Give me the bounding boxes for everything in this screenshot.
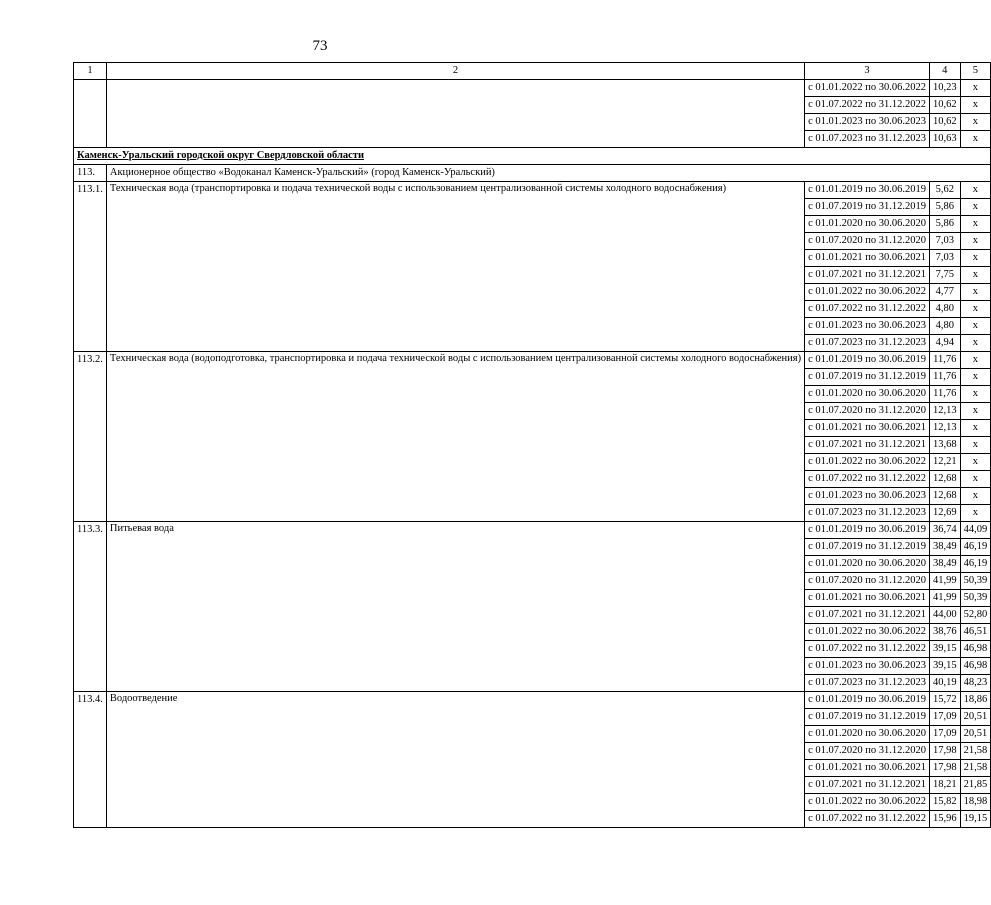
empty-num-cell — [74, 80, 107, 148]
tariff-vat-value-cell: 50,39 — [960, 573, 991, 590]
tariff-vat-value-cell: х — [960, 454, 991, 471]
tariff-value-cell: 44,00 — [929, 607, 960, 624]
tariff-value-cell: 13,68 — [929, 437, 960, 454]
tariff-value-cell: 10,62 — [929, 97, 960, 114]
tariff-vat-value-cell: 19,15 — [960, 811, 991, 828]
tariff-value-cell: 4,94 — [929, 335, 960, 352]
period-cell: с 01.07.2023 по 31.12.2023 — [805, 131, 930, 148]
item-number: 113.3. — [74, 522, 107, 692]
tariff-vat-value-cell: х — [960, 250, 991, 267]
tariff-value-cell: 40,19 — [929, 675, 960, 692]
tariff-value-cell: 7,03 — [929, 250, 960, 267]
item-number: 113.2. — [74, 352, 107, 522]
item-description: Техническая вода (водоподготовка, транспортировка и подача технической воды с использованием централизованной системы холодного водоснабжения) — [106, 352, 804, 522]
organization-name: Акционерное общество «Водоканал Каменск-Уральский» (город Каменск-Уральский) — [106, 165, 990, 182]
table-row — [74, 692, 991, 709]
period-cell: с 01.01.2022 по 30.06.2022 — [805, 284, 930, 301]
tariff-value-cell: 10,63 — [929, 131, 960, 148]
period-cell: с 01.01.2023 по 30.06.2023 — [805, 488, 930, 505]
tariff-vat-value-cell: х — [960, 284, 991, 301]
tariff-value-cell: 11,76 — [929, 352, 960, 369]
period-cell: с 01.01.2022 по 30.06.2022 — [805, 624, 930, 641]
tariff-value-cell: 12,13 — [929, 403, 960, 420]
tariff-value-cell: 17,09 — [929, 726, 960, 743]
item-description: Техническая вода (транспортировка и подача технической воды с использованием централизованной системы холодного водоснабжения) — [106, 182, 804, 352]
tariff-vat-value-cell: х — [960, 131, 991, 148]
tariff-vat-value-cell: 18,98 — [960, 794, 991, 811]
period-cell: с 01.01.2023 по 30.06.2023 — [805, 318, 930, 335]
period-cell: с 01.01.2019 по 30.06.2019 — [805, 692, 930, 709]
tariff-value-cell: 11,76 — [929, 386, 960, 403]
period-cell: с 01.01.2020 по 30.06.2020 — [805, 556, 930, 573]
tariff-vat-value-cell: 21,58 — [960, 743, 991, 760]
column-header: 3 — [805, 63, 930, 80]
tariff-value-cell: 38,49 — [929, 539, 960, 556]
tariff-value-cell: 12,13 — [929, 420, 960, 437]
tariff-value-cell: 12,68 — [929, 471, 960, 488]
tariff-value-cell: 12,69 — [929, 505, 960, 522]
empty-desc-cell — [106, 80, 804, 148]
period-cell: с 01.01.2020 по 30.06.2020 — [805, 386, 930, 403]
tariff-value-cell: 15,82 — [929, 794, 960, 811]
period-cell: с 01.07.2022 по 31.12.2022 — [805, 471, 930, 488]
tariff-vat-value-cell: 21,58 — [960, 760, 991, 777]
tariff-value-cell: 39,15 — [929, 658, 960, 675]
tariff-vat-value-cell: 50,39 — [960, 590, 991, 607]
period-cell: с 01.01.2020 по 30.06.2020 — [805, 726, 930, 743]
period-cell: с 01.07.2019 по 31.12.2019 — [805, 199, 930, 216]
tariff-vat-value-cell: 46,98 — [960, 641, 991, 658]
item-description: Питьевая вода — [106, 522, 804, 692]
item-description: Водоотведение — [106, 692, 804, 828]
period-cell: с 01.01.2022 по 30.06.2022 — [805, 80, 930, 97]
tariff-value-cell: 7,03 — [929, 233, 960, 250]
column-header: 2 — [106, 63, 804, 80]
period-cell: с 01.07.2023 по 31.12.2023 — [805, 505, 930, 522]
period-cell: с 01.07.2022 по 31.12.2022 — [805, 811, 930, 828]
tariff-value-cell: 5,86 — [929, 199, 960, 216]
tariff-value-cell: 36,74 — [929, 522, 960, 539]
tariff-value-cell: 10,23 — [929, 80, 960, 97]
tariff-vat-value-cell: 20,51 — [960, 726, 991, 743]
period-cell: с 01.07.2021 по 31.12.2021 — [805, 437, 930, 454]
period-cell: с 01.01.2019 по 30.06.2019 — [805, 182, 930, 199]
period-cell: с 01.01.2023 по 30.06.2023 — [805, 658, 930, 675]
tariff-vat-value-cell: х — [960, 318, 991, 335]
tariff-value-cell: 39,15 — [929, 641, 960, 658]
column-header: 5 — [960, 63, 991, 80]
organization-number: 113. — [74, 165, 107, 182]
tariff-vat-value-cell: х — [960, 505, 991, 522]
tariff-value-cell: 7,75 — [929, 267, 960, 284]
tariff-value-cell: 12,68 — [929, 488, 960, 505]
tariff-vat-value-cell: х — [960, 369, 991, 386]
column-header-row — [74, 63, 991, 80]
region-row — [74, 148, 991, 165]
tariff-value-cell: 17,98 — [929, 760, 960, 777]
period-cell: с 01.07.2022 по 31.12.2022 — [805, 641, 930, 658]
item-number: 113.1. — [74, 182, 107, 352]
period-cell: с 01.07.2020 по 31.12.2020 — [805, 743, 930, 760]
table-row — [74, 80, 991, 97]
table-row — [74, 522, 991, 539]
period-cell: с 01.07.2020 по 31.12.2020 — [805, 573, 930, 590]
tariff-value-cell: 17,98 — [929, 743, 960, 760]
period-cell: с 01.07.2020 по 31.12.2020 — [805, 233, 930, 250]
tariff-vat-value-cell: х — [960, 471, 991, 488]
tariff-vat-value-cell: х — [960, 301, 991, 318]
tariff-value-cell: 17,09 — [929, 709, 960, 726]
tariff-value-cell: 41,99 — [929, 573, 960, 590]
tariff-value-cell: 18,21 — [929, 777, 960, 794]
tariff-value-cell: 15,96 — [929, 811, 960, 828]
page-number: 73 — [312, 38, 328, 54]
tariff-vat-value-cell: 46,19 — [960, 556, 991, 573]
period-cell: с 01.07.2019 по 31.12.2019 — [805, 369, 930, 386]
region-title: Каменск-Уральский городской округ Свердловской области — [74, 148, 991, 165]
period-cell: с 01.01.2019 по 30.06.2019 — [805, 352, 930, 369]
period-cell: с 01.01.2021 по 30.06.2021 — [805, 250, 930, 267]
tariff-value-cell: 38,76 — [929, 624, 960, 641]
tariff-value-cell: 4,77 — [929, 284, 960, 301]
tariff-vat-value-cell: 46,19 — [960, 539, 991, 556]
period-cell: с 01.01.2021 по 30.06.2021 — [805, 590, 930, 607]
period-cell: с 01.07.2021 по 31.12.2021 — [805, 777, 930, 794]
tariff-value-cell: 10,62 — [929, 114, 960, 131]
period-cell: с 01.07.2019 по 31.12.2019 — [805, 539, 930, 556]
period-cell: с 01.07.2019 по 31.12.2019 — [805, 709, 930, 726]
period-cell: с 01.07.2021 по 31.12.2021 — [805, 267, 930, 284]
tariff-vat-value-cell: х — [960, 233, 991, 250]
tariff-vat-value-cell: 18,86 — [960, 692, 991, 709]
period-cell: с 01.01.2022 по 30.06.2022 — [805, 794, 930, 811]
organization-row — [74, 165, 991, 182]
tariff-vat-value-cell: х — [960, 352, 991, 369]
tariff-vat-value-cell: х — [960, 216, 991, 233]
tariff-vat-value-cell: х — [960, 114, 991, 131]
tariff-vat-value-cell: х — [960, 386, 991, 403]
period-cell: с 01.01.2020 по 30.06.2020 — [805, 216, 930, 233]
period-cell: с 01.01.2023 по 30.06.2023 — [805, 114, 930, 131]
tariff-value-cell: 5,86 — [929, 216, 960, 233]
table-row — [74, 182, 991, 199]
tariff-vat-value-cell: х — [960, 97, 991, 114]
period-cell: с 01.01.2021 по 30.06.2021 — [805, 760, 930, 777]
period-cell: с 01.07.2020 по 31.12.2020 — [805, 403, 930, 420]
tariff-value-cell: 5,62 — [929, 182, 960, 199]
tariff-table — [73, 62, 991, 828]
tariff-vat-value-cell: х — [960, 199, 991, 216]
tariff-vat-value-cell: х — [960, 488, 991, 505]
period-cell: с 01.07.2021 по 31.12.2021 — [805, 607, 930, 624]
period-cell: с 01.01.2022 по 30.06.2022 — [805, 454, 930, 471]
tariff-value-cell: 11,76 — [929, 369, 960, 386]
column-header: 4 — [929, 63, 960, 80]
tariff-vat-value-cell: 46,98 — [960, 658, 991, 675]
period-cell: с 01.07.2022 по 31.12.2022 — [805, 301, 930, 318]
period-cell: с 01.01.2021 по 30.06.2021 — [805, 420, 930, 437]
item-number: 113.4. — [74, 692, 107, 828]
tariff-vat-value-cell: х — [960, 403, 991, 420]
period-cell: с 01.07.2023 по 31.12.2023 — [805, 675, 930, 692]
tariff-vat-value-cell: 52,80 — [960, 607, 991, 624]
tariff-value-cell: 38,49 — [929, 556, 960, 573]
tariff-vat-value-cell: 21,85 — [960, 777, 991, 794]
tariff-vat-value-cell: х — [960, 420, 991, 437]
period-cell: с 01.01.2019 по 30.06.2019 — [805, 522, 930, 539]
tariff-vat-value-cell: х — [960, 182, 991, 199]
tariff-vat-value-cell: 20,51 — [960, 709, 991, 726]
tariff-vat-value-cell: х — [960, 80, 991, 97]
tariff-vat-value-cell: 44,09 — [960, 522, 991, 539]
tariff-value-cell: 4,80 — [929, 318, 960, 335]
tariff-value-cell: 12,21 — [929, 454, 960, 471]
period-cell: с 01.07.2022 по 31.12.2022 — [805, 97, 930, 114]
table-row — [74, 352, 991, 369]
tariff-value-cell: 4,80 — [929, 301, 960, 318]
tariff-value-cell: 15,72 — [929, 692, 960, 709]
tariff-vat-value-cell: 48,23 — [960, 675, 991, 692]
tariff-vat-value-cell: х — [960, 335, 991, 352]
tariff-vat-value-cell: 46,51 — [960, 624, 991, 641]
period-cell: с 01.07.2023 по 31.12.2023 — [805, 335, 930, 352]
tariff-value-cell: 41,99 — [929, 590, 960, 607]
tariff-vat-value-cell: х — [960, 437, 991, 454]
tariff-vat-value-cell: х — [960, 267, 991, 284]
column-header: 1 — [74, 63, 107, 80]
